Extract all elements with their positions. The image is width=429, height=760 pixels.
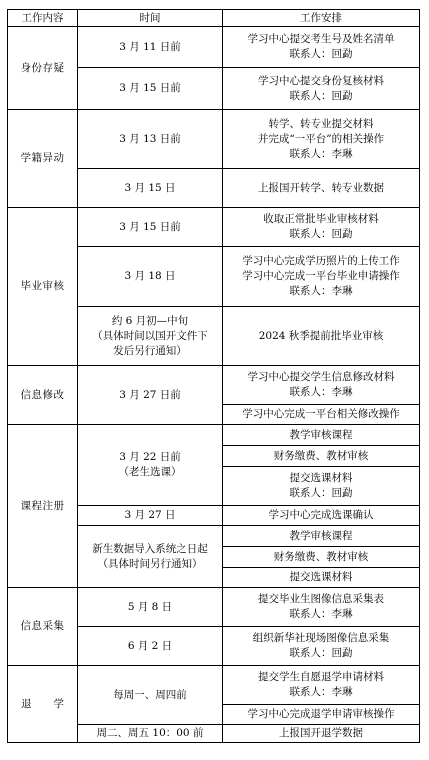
contact-line: 联系人：回勐: [289, 487, 353, 499]
task-line: 学习中心提交学生信息修改材料: [247, 371, 395, 383]
time-cell: 3 月 27 日前: [78, 366, 223, 425]
contact-line: 联系人：李琳: [289, 686, 353, 698]
category-status: 学籍异动: [8, 110, 78, 208]
time-cell: 6 月 2 日: [78, 627, 223, 666]
work-schedule-table: [7, 9, 420, 743]
task-cell: 上报国开退学数据: [223, 725, 420, 743]
category-char: 退: [21, 697, 32, 710]
header-time: 时间: [78, 10, 223, 27]
task-cell: 上报国开转学、转专业数据: [223, 169, 420, 208]
time-line: 新生数据导入系统之日起: [92, 542, 208, 555]
time-cell: 3 月 27 日: [78, 506, 223, 526]
contact-line: 联系人：李琳: [289, 285, 353, 297]
task-cell: 财务缴费、教材审核: [223, 446, 420, 467]
table-row: [8, 110, 420, 169]
contact-line: 联系人：李琳: [289, 147, 353, 160]
task-cell: 教学审核课程: [223, 425, 420, 446]
task-line: 学习中心提交考生号及姓名清单: [247, 33, 395, 45]
time-cell: 3 月 15 日: [78, 169, 223, 208]
table-row: [8, 366, 420, 405]
time-cell: 周二、周五 10：00 前: [78, 725, 223, 743]
contact-line: 联系人：回勐: [289, 48, 353, 60]
task-cell: [223, 208, 420, 247]
category-course: 课程注册: [8, 425, 78, 588]
task-line: 并完成“一平台”的相关操作: [257, 132, 385, 145]
contact-line: 联系人：回勐: [289, 89, 353, 102]
category-graduation: 毕业审核: [8, 208, 78, 366]
time-cell: [78, 425, 223, 506]
contact-line: 联系人：回勐: [289, 228, 353, 240]
time-cell: [78, 526, 223, 588]
category-char: 学: [53, 697, 64, 710]
category-collection: 信息采集: [8, 588, 78, 666]
task-line: 学习中心提交身份复核材料: [258, 74, 384, 87]
table-header-row: [8, 10, 420, 27]
task-line: 提交学生自愿退学申请材料: [258, 671, 384, 683]
time-line: 约 6 月初—中旬: [111, 314, 189, 327]
time-cell: 3 月 11 日前: [78, 27, 223, 68]
time-cell: 3 月 15 日前: [78, 208, 223, 247]
task-cell: 学习中心完成选课确认: [223, 506, 420, 526]
category-info-change: 信息修改: [8, 366, 78, 425]
task-line: 学习中心完成一平台毕业申请操作: [242, 270, 400, 282]
table-row: [8, 588, 420, 627]
time-cell: [78, 307, 223, 366]
contact-line: 联系人：回勐: [289, 647, 353, 659]
time-line: （具体时间以国开文件下: [92, 329, 208, 342]
time-line: （具体时间另行通知）: [97, 557, 203, 570]
table-row: [8, 425, 420, 446]
task-cell: [223, 588, 420, 627]
task-cell: 财务缴费、教材审核: [223, 547, 420, 568]
contact-line: 联系人：李琳: [289, 608, 353, 620]
task-line: 转学、转专业提交材料: [268, 117, 374, 130]
task-cell: 学习中心完成退学申请审核操作: [223, 705, 420, 725]
task-cell: [223, 110, 420, 169]
task-line: 提交毕业生图像信息采集表: [258, 593, 384, 605]
task-cell: [223, 366, 420, 405]
time-line: （老生选课）: [118, 466, 182, 478]
task-line: 收取正常批毕业审核材料: [263, 213, 379, 225]
time-cell: 3 月 15 日前: [78, 68, 223, 110]
task-line: 组织新华社现场图像信息采集: [252, 632, 390, 644]
header-work-content: 工作内容: [8, 10, 78, 27]
time-cell: 3 月 18 日: [78, 247, 223, 307]
table-row: [8, 666, 420, 705]
time-line: 发后另行通知）: [113, 344, 187, 357]
table-row: [8, 27, 420, 68]
time-cell: 5 月 8 日: [78, 588, 223, 627]
task-cell: [223, 627, 420, 666]
task-line: 学习中心完成学历照片的上传工作: [242, 255, 400, 267]
time-line: 3 月 22 日前: [119, 451, 181, 463]
time-cell: 3 月 13 日前: [78, 110, 223, 169]
table-row: [8, 208, 420, 247]
category-identity: 身份存疑: [8, 27, 78, 110]
task-cell: 学习中心完成一平台相关修改操作: [223, 405, 420, 425]
category-withdraw: [8, 666, 78, 743]
task-cell: [223, 247, 420, 307]
task-cell: [223, 27, 420, 68]
task-cell: 教学审核课程: [223, 526, 420, 547]
task-cell: [223, 666, 420, 705]
time-cell: 每周一、周四前: [78, 666, 223, 725]
task-line: 提交选课材料: [289, 472, 353, 484]
task-cell: [223, 68, 420, 110]
header-work-arrangement: 工作安排: [223, 10, 420, 27]
task-cell: 2024 秋季提前批毕业审核: [223, 307, 420, 366]
task-cell: [223, 467, 420, 506]
task-cell: 提交选课材料: [223, 568, 420, 588]
contact-line: 联系人：李琳: [289, 386, 353, 398]
